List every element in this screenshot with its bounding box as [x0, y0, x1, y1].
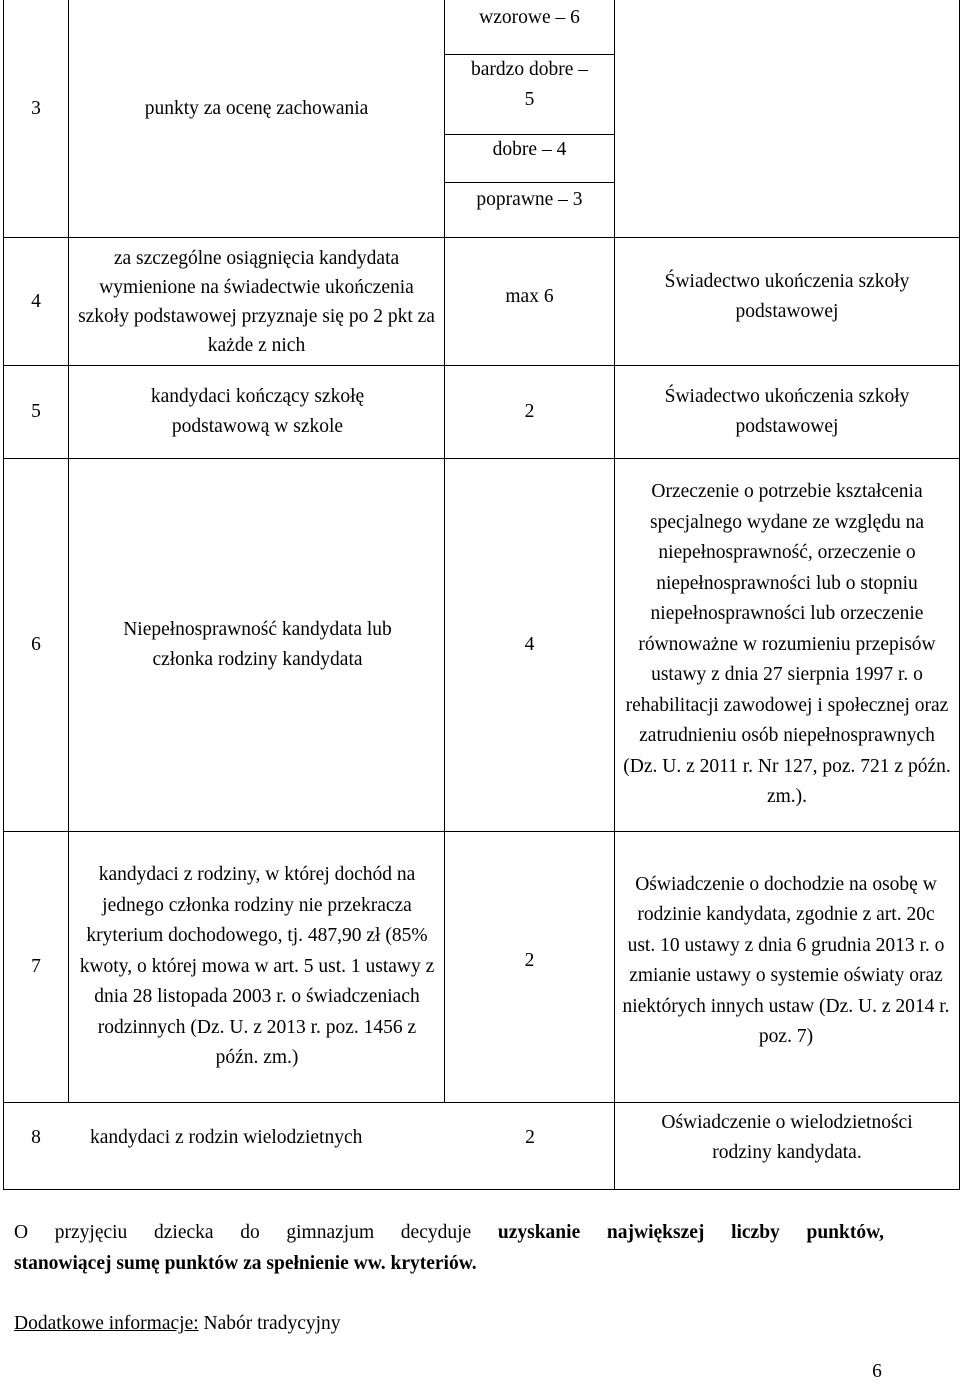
subcell-divider [444, 182, 614, 183]
points-cell: max 6 [505, 286, 554, 307]
grade-points: bardzo dobre – 5 [471, 59, 588, 110]
page-number: 6 [872, 1361, 882, 1382]
grade-points: wzorowe – 6 [479, 7, 580, 28]
document-cell: Świadectwo ukończenia szkoły podstawowej [664, 271, 910, 322]
criterion-cell: kandydaci kończący szkołę podstawową w szkole [150, 386, 365, 437]
criterion-cell: kandydaci z rodziny, w której dochód na jednego członka rodziny nie przekracza kryterium dochodowego, tj. 487,90 zł (85% kwoty, o której mowa w art. 5 ust. 1 ustawy z dnia 28 listopada 2003 r. o świadczeniach rodzinnych (Dz. U. z 2013 r. poz. 1456 z późn. zm.) [79, 864, 435, 1069]
decision-note-line1: O przyjęciu dziecka do gimnazjum decyduje uzyskanie największej liczby punktów, [14, 1222, 884, 1243]
grade-points: poprawne – 3 [476, 189, 583, 210]
criterion-cell: punkty za ocenę zachowania [144, 98, 369, 119]
table-border-bottom [3, 1189, 960, 1190]
criterion-cell: za szczególne osiągnięcia kandydata wymienione na świadectwie ukończenia szkoły podstawowej przyznaje się po 2 pkt za każde z nich [78, 247, 435, 356]
document-cell: Świadectwo ukończenia szkoły podstawowej [664, 386, 910, 437]
points-cell: 2 [524, 401, 535, 422]
criterion-cell: Niepełnosprawność kandydata lub członka rodziny kandydata [123, 619, 392, 670]
row-number: 5 [31, 401, 41, 422]
column-divider [614, 0, 615, 1102]
row-number: 8 [31, 1127, 41, 1148]
criterion-cell: kandydaci z rodzin wielodzietnych [90, 1127, 363, 1148]
row-number: 4 [31, 290, 41, 312]
additional-info: Dodatkowe informacje: Nabór tradycyjny [14, 1313, 341, 1334]
points-cell: 4 [524, 634, 535, 655]
document-cell: Oświadczenie o dochodzie na osobę w rodzinie kandydata, zgodnie z art. 20c ust. 10 ustawy z dnia 6 grudnia 2013 r. o zmianie ustawy o systemie oświaty oraz niektórych innych ustaw (Dz. U. z 2014 r. poz. 7) [622, 873, 950, 1047]
grade-points: dobre – 4 [492, 139, 567, 160]
row-number: 6 [31, 634, 41, 655]
points-cell: 2 [524, 950, 535, 971]
decision-note-line2: stanowiącej sumę punktów za spełnienie ww. kryteriów. [14, 1253, 477, 1274]
points-cell: 2 [525, 1127, 535, 1148]
column-divider [614, 1102, 615, 1190]
document-cell: Oświadczenie o wielodzietności rodziny kandydata. [661, 1112, 913, 1163]
row-number: 7 [31, 956, 41, 977]
row-number: 3 [31, 98, 41, 119]
document-cell: Orzeczenie o potrzebie kształcenia specjalnego wydane ze względu na niepełnosprawność, orzeczenie o niepełnosprawności lub o stopniu niepełnosprawności lub orzeczenie równoważne w rozumieniu przepisów ustawy z dnia 27 sierpnia 1997 r. o rehabilitacji zawodowej i społecznej oraz zatrudnieniu osób niepełnosprawnych (Dz. U. z 2011 r. Nr 127, poz. 721 z późn. zm.). [623, 481, 951, 808]
